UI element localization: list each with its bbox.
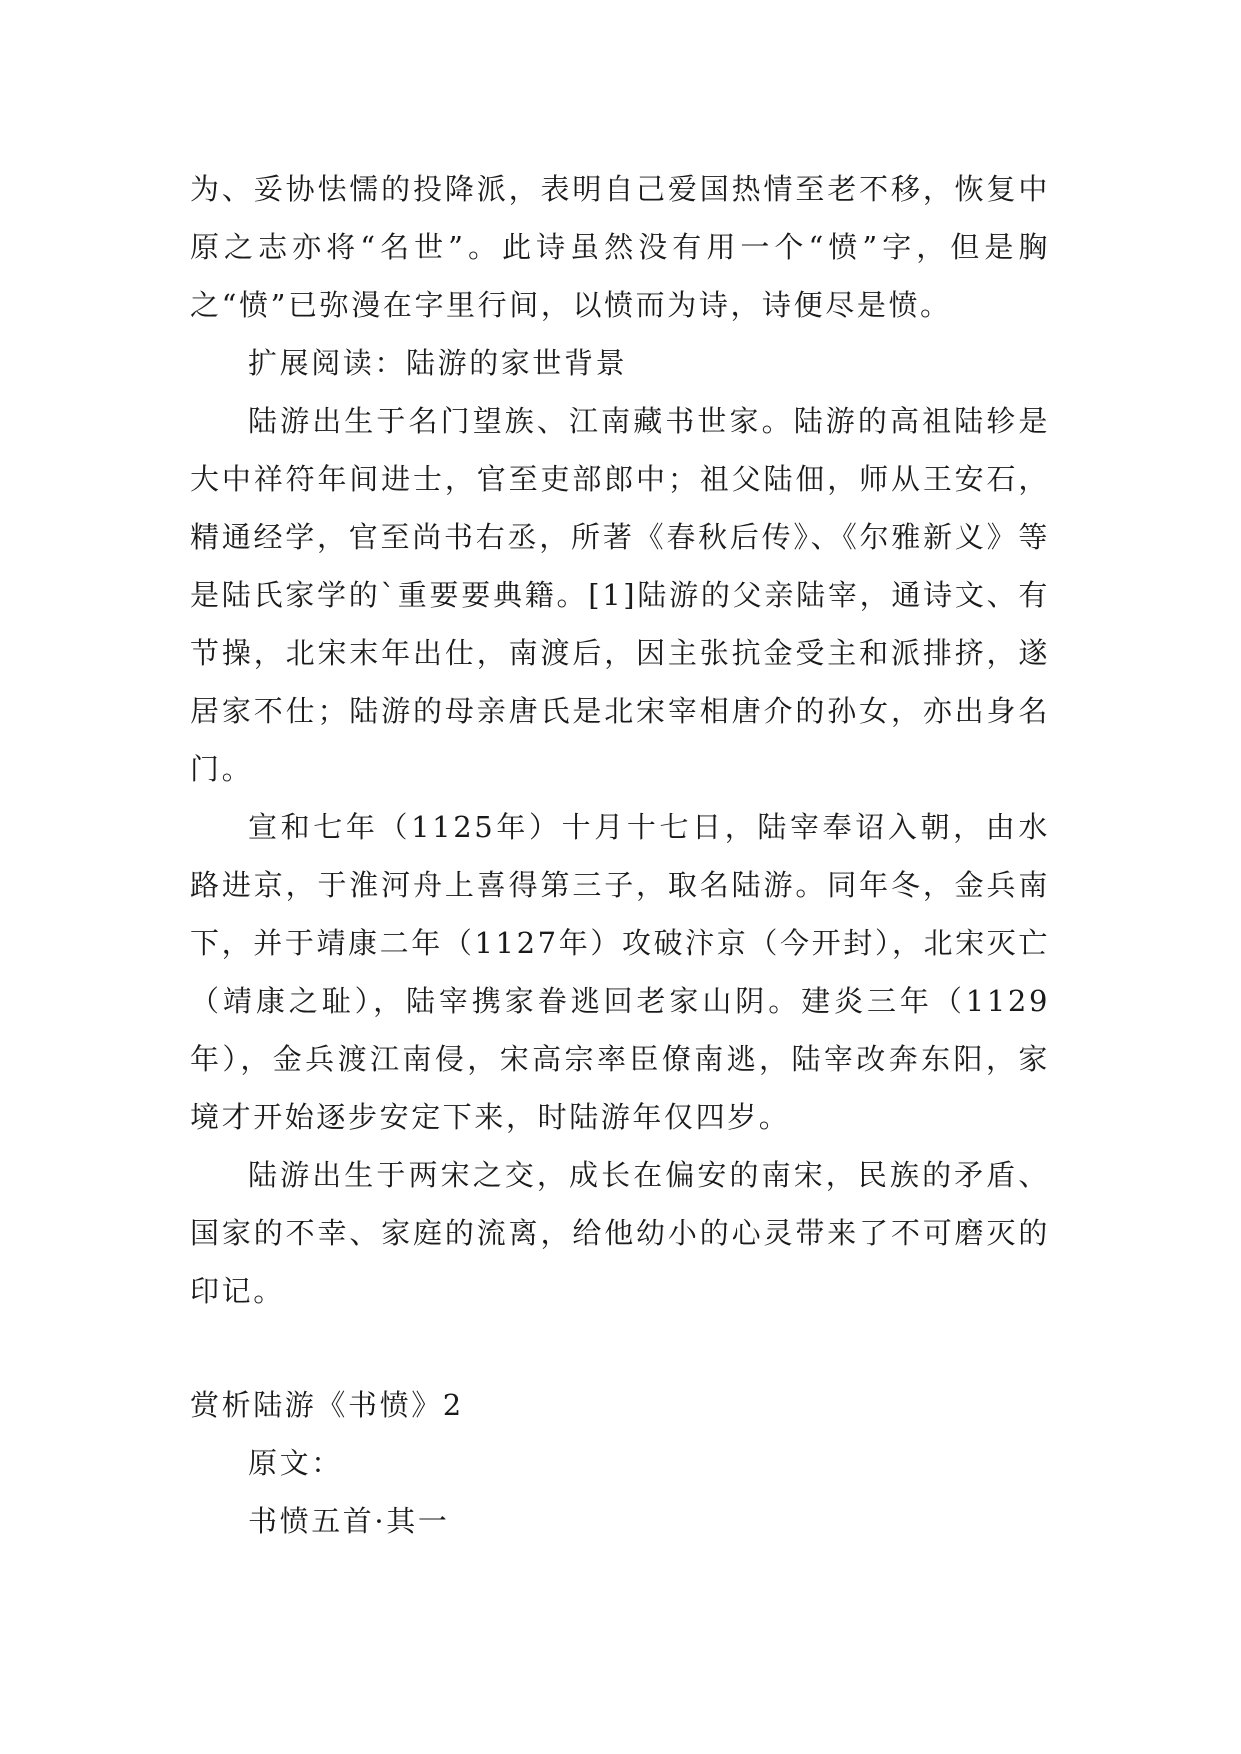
paragraph-birth-history: 宣和七年（1125年）十月十七日，陆宰奉诏入朝，由水路进京，于淮河舟上喜得第三子，取名陆游。同年冬，金兵南下，并于靖康二年（1127年）攻破汴京（今开封），北宋灭亡（靖康之耻），陆宰携家眷逃回老家山阴。建炎三年（1129年），金兵渡江南侵，宋高宗率臣僚南逃，陆宰改奔东阳，家境才开始逐步安定下来，时陆游年仅四岁。 bbox=[190, 810, 1050, 1134]
document-body bbox=[190, 160, 1050, 1550]
paragraph-extended-reading-heading: 扩展阅读：陆游的家世背景 bbox=[248, 346, 628, 380]
paragraph-continuation: 为、妥协怯懦的投降派，表明自己爱国热情至老不移，恢复中原之志亦将“名世”。此诗虽然没有用一个“愤”字，但是胸之“愤”已弥漫在字里行间，以愤而为诗，诗便尽是愤。 bbox=[190, 172, 1050, 322]
section-title: 赏析陆游《书愤》2 bbox=[190, 1388, 464, 1422]
paragraph-family-background: 陆游出生于名门望族、江南藏书世家。陆游的高祖陆轸是大中祥符年间进士，官至吏部郎中；祖父陆佃，师从王安石，精通经学，官至尚书右丞，所著《春秋后传》、《尔雅新义》等是陆氏家学的`重要要典籍。[1]陆游的父亲陆宰，通诗文、有节操，北宋末年出仕，南渡后，因主张抗金受主和派排挤，遂居家不仕；陆游的母亲唐氏是北宋宰相唐介的孙女，亦出身名门。 bbox=[190, 404, 1050, 786]
poem-title: 书愤五首·其一 bbox=[248, 1504, 450, 1538]
paragraph-era-impact: 陆游出生于两宋之交，成长在偏安的南宋，民族的矛盾、国家的不幸、家庭的流离，给他幼小的心灵带来了不可磨灭的印记。 bbox=[190, 1158, 1050, 1308]
original-text-label: 原文： bbox=[248, 1446, 343, 1480]
